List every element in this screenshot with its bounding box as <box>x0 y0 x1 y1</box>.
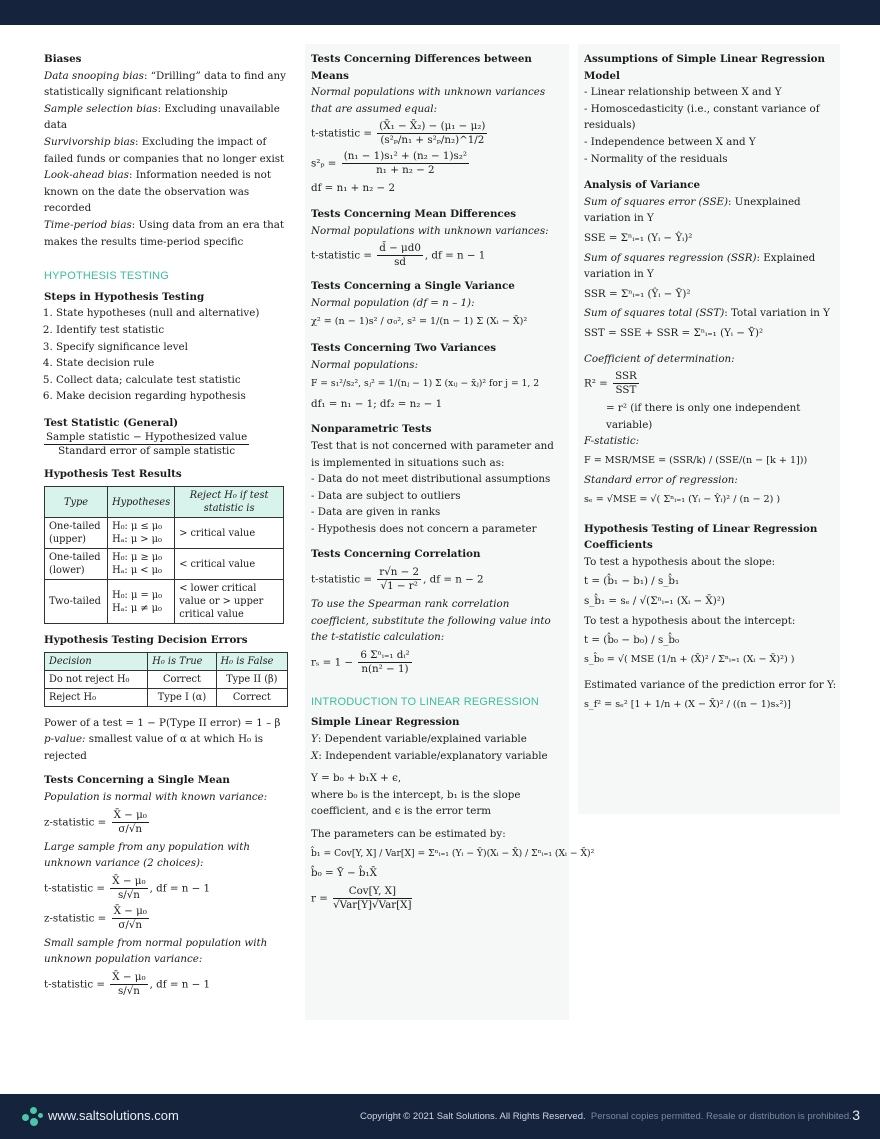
r-formula: r = $\frac{\text{Cov[Y, X]}}{\text{√Var[Y]√Var[X]}}$ <box>311 884 412 911</box>
column-1 <box>36 44 296 1001</box>
table-row: Do not reject H₀ Correct Type II (β) <box>45 670 288 688</box>
prediction-formula: s_f² = sₑ² [1 + 1/n + (X − X̄)² / ((n − 1)sₓ²)] <box>584 699 791 710</box>
assumptions-title: Assumptions of Simple Linear Regression Model <box>584 53 825 82</box>
nonparametric-list <box>311 471 563 537</box>
x-definition: X: Independent variable/explanatory variable <box>311 749 548 762</box>
diff-t-formula: t-statistic = $\frac{\text{(X̄₁ − X̄₂) − (μ₁ − μ₂)}}{\text{(s²ₚ/n₁ + s²ₚ/n₂)\textasciicircum{}1/2}}$ <box>311 120 486 147</box>
r2-note: = r² (if there is only one independent variable) <box>606 402 801 431</box>
bias-item: Data snooping bias: “Drilling” data to find any statistically significant relationship <box>44 69 286 99</box>
errors-table <box>44 652 288 707</box>
list-item: - Data are subject to outliers <box>311 489 461 502</box>
single-mean-note: Population is normal with known variance: <box>44 791 268 804</box>
column-3 <box>578 44 840 814</box>
mean-diff-note: Normal populations with unknown variances: <box>311 224 549 237</box>
slr-title: Simple Linear Regression <box>311 716 460 729</box>
website-link[interactable]: www.saltsolutions.com <box>48 1108 179 1123</box>
errors-title: Hypothesis Testing Decision Errors <box>44 634 248 647</box>
z-statistic-formula: z-statistic = $\frac{\text{X̄ − μ₀}}{\sigma/√n}$ <box>44 808 147 835</box>
biases-title: Biases <box>44 53 82 65</box>
mean-diff-formula: t-statistic = $\frac{d̄ - \mu d0}{sd̄}$ , df = n − 1 <box>311 242 486 269</box>
two-var-note: Normal populations: <box>311 358 419 371</box>
spearman-formula: rₛ = 1 − $\frac{\text{6 Σⁿᵢ₌₁ dᵢ²}}{\text{n(n² − 1)}}$ <box>311 648 410 675</box>
list-item: - Hypothesis does not concern a parameter <box>311 522 537 535</box>
z-statistic-formula: z-statistic = $\frac{\text{X̄ − μ₀}}{\sigma/√n}$ <box>44 904 147 931</box>
table-row: One-tailed (lower) H₀: μ ≥ μ₀ Hₐ: μ < μ₀ < critical value <box>45 549 284 580</box>
steps-title: Steps in Hypothesis Testing <box>44 290 205 303</box>
step-item: 4. State decision rule <box>56 355 296 372</box>
step-item: 2. Identify test statistic <box>56 322 296 339</box>
sse-definition: Sum of squares error (SSE): Unexplained variation in Y <box>584 195 801 225</box>
table-row: Reject H₀ Type I (α) Correct <box>45 688 288 706</box>
se-label: Standard error of regression: <box>584 474 738 487</box>
t-slope-formula: t = (b̂₁ − b₁) / s_b̂₁ <box>584 575 680 588</box>
spearman-note: To use the Spearman rank correlation coefficient, substitute the following value into the t-statistic calculation: <box>311 598 551 644</box>
power-formula: Power of a test = 1 − P(Type II error) = 1 – β <box>44 716 281 729</box>
results-header: Type <box>45 487 108 518</box>
single-var-title: Tests Concerning a Single Variance <box>311 280 515 293</box>
prediction-text: Estimated variance of the prediction error for Y: <box>584 679 837 692</box>
steps-list <box>44 305 296 405</box>
diff-means-title: Tests Concerning Differences between Means <box>311 53 532 82</box>
pooled-variance-formula: s²ₚ = $\frac{\text{(n₁ − 1)s₁² + (n₂ − 1)s₂²}}{\text{n₁ + n₂ − 2}}$ <box>311 150 468 177</box>
ssr-definition: Sum of squares regression (SSR): Explained variation in Y <box>584 251 816 281</box>
bias-item: Time-period bias: Using data from an era that makes the results time-period specific <box>44 218 285 248</box>
ssr-formula: SSR = Σⁿᵢ₌₁ (Ŷᵢ − Ȳ)² <box>584 287 691 300</box>
single-mean-note: Small sample from normal population with unknown population variance: <box>44 936 268 966</box>
table-row: Two-tailed H₀: μ = μ₀ Hₐ: μ ≠ μ₀ < lower critical value or > upper critical value <box>45 580 284 624</box>
list-item: - Independence between X and Y <box>584 135 756 148</box>
t-statistic-formula: t-statistic = $\frac{\text{X̄ − μ₀}}{s/√n}$ , df = n − 1 <box>44 874 211 901</box>
step-item: 3. Specify significance level <box>56 339 296 356</box>
errors-header: H₀ is False <box>216 652 287 670</box>
results-header: Hypotheses <box>108 487 175 518</box>
step-item: 5. Collect data; calculate test statistic <box>56 372 296 389</box>
t-intercept-formula: t = (b̂₀ − b₀) / s_b̂₀ <box>584 634 680 647</box>
nonparametric-title: Nonparametric Tests <box>311 423 432 436</box>
bias-item: Survivorship bias: Excluding the impact of failed funds or companies that no longer exist <box>44 135 285 165</box>
bias-item: Look-ahead bias: Information needed is not known on the date the observation was recorded <box>44 169 271 215</box>
two-var-title: Tests Concerning Two Variances <box>311 341 497 354</box>
errors-header: H₀ is True <box>148 652 216 670</box>
diff-means-note: Normal populations with unknown variances that are assumed equal: <box>311 86 546 115</box>
copyright: Copyright © 2021 Salt Solutions. All Rights Reserved. Personal copies permitted. Resale or distribution is prohibited. <box>360 1111 852 1122</box>
list-item: - Data are given in ranks <box>311 506 441 519</box>
model-where: where b₀ is the intercept, b₁ is the slope coefficient, and ϵ is the error term <box>311 788 521 818</box>
y-definition: Y: Dependent variable/explained variable <box>311 733 527 746</box>
single-mean-note: Large sample from any population with unknown variance (2 choices): <box>44 840 250 870</box>
anova-title: Analysis of Variance <box>584 179 701 192</box>
test-statistic-title: Test Statistic (General) <box>44 416 179 429</box>
bias-item: Sample selection bias: Excluding unavailable data <box>44 102 280 132</box>
single-mean-title: Tests Concerning a Single Mean <box>44 774 230 787</box>
errors-header: Decision <box>45 652 148 670</box>
diff-df: df = n₁ + n₂ − 2 <box>311 182 395 195</box>
f-df: df₁ = n₁ − 1; df₂ = n₂ − 1 <box>311 397 443 410</box>
sst-formula: SST = SSE + SSR = Σⁿᵢ₌₁ (Yᵢ − Ȳ)² <box>584 326 764 339</box>
f-statistic-formula: F = MSR/MSE = (SSR/k) / (SSE/(n − [k + 1])) <box>584 454 808 466</box>
column-2 <box>305 44 595 1020</box>
regression-model: Y = b₀ + b₁X + ϵ, <box>311 772 402 785</box>
salt-logo-icon <box>22 1107 44 1127</box>
list-item: - Normality of the residuals <box>584 152 728 165</box>
f-formula: F = s₁²/s₂², sⱼ² = 1/(nⱼ − 1) Σ (xᵢⱼ − x̄ⱼ)² for j = 1, 2 <box>311 378 540 390</box>
table-row: One-tailed (upper) H₀: μ ≤ μ₀ Hₐ: μ > μ₀ > critical value <box>45 518 284 549</box>
section-heading-hypothesis: HYPOTHESIS TESTING <box>44 270 170 283</box>
s-b1-formula: s_b̂₁ = sₑ / √(Σⁿᵢ₌₁ (Xᵢ − X̄)²) <box>584 595 725 608</box>
cod-label: Coefficient of determination: <box>584 352 735 365</box>
intercept-text: To test a hypothesis about the intercept: <box>584 614 796 627</box>
top-bar <box>0 0 880 25</box>
nonparametric-text: Test that is not concerned with parameter and is implemented in situations such as: <box>311 439 554 469</box>
results-table <box>44 486 284 624</box>
chi-square-formula: χ² = (n − 1)s² / σ₀², s² = 1/(n − 1) Σ (Xᵢ − X̄)² <box>311 316 528 328</box>
fstat-label: F-statistic: <box>584 435 640 448</box>
test-statistic-fraction: $\frac{\text{Sample statistic − Hypothesized value}}{\text{Standard error of sample statistic}}$ <box>46 431 248 458</box>
t-statistic-formula: t-statistic = $\frac{\text{X̄ − μ₀}}{s/√n}$ , df = n − 1 <box>44 971 211 997</box>
results-title: Hypothesis Test Results <box>44 468 182 481</box>
r2-formula: R² = $\frac{\text{SSR}}{\text{SST}}$ <box>584 370 637 397</box>
step-item: 1. State hypotheses (null and alternative) <box>56 305 296 322</box>
page-number: 3 <box>852 1107 860 1123</box>
se-formula: sₑ = √MSE = √( Σⁿᵢ₌₁ (Yᵢ − Ŷᵢ)² / (n − 2) ) <box>584 494 781 506</box>
b1-formula: b̂₁ = Cov[Y, X] / Var[X] = Σⁿᵢ₌₁ (Yᵢ − Ȳ)(Xᵢ − X̄) / Σⁿᵢ₌₁ (Xᵢ − X̄)² <box>311 847 595 859</box>
list-item: - Homoscedasticity (i.e., constant variance of residuals) <box>584 102 820 132</box>
results-header: Reject H₀ if test statistic is <box>175 487 284 518</box>
section-heading-linear-regression: INTRODUCTION TO LINEAR REGRESSION <box>311 695 540 708</box>
hyp-reg-title: Hypothesis Testing of Linear Regression Coefficients <box>584 522 818 552</box>
list-item: - Data do not meet distributional assumptions <box>311 473 551 486</box>
p-value-definition: p-value: smallest value of α at which H₀ is rejected <box>44 733 264 762</box>
mean-diff-title: Tests Concerning Mean Differences <box>311 207 517 220</box>
correlation-title: Tests Concerning Correlation <box>311 548 481 561</box>
biases-list <box>44 68 296 251</box>
assumptions-list <box>584 84 840 167</box>
single-var-note: Normal population (df = n – 1): <box>311 296 475 309</box>
slope-text: To test a hypothesis about the slope: <box>584 555 776 568</box>
correlation-formula: t-statistic = $\frac{r√n - 2}{\text{√1 − r²}}$ , df = n − 2 <box>311 566 484 593</box>
sse-formula: SSE = Σⁿᵢ₌₁ (Yᵢ − Ŷᵢ)² <box>584 231 693 244</box>
b0-formula: b̂₀ = Ȳ − b̂₁X̄ <box>311 867 377 880</box>
footer <box>0 1094 880 1139</box>
estimation-text: The parameters can be estimated by: <box>311 828 506 840</box>
sst-definition: Sum of squares total (SST): Total variation in Y <box>584 307 830 320</box>
step-item: 6. Make decision regarding hypothesis <box>56 388 296 405</box>
s-b0-formula: s_b̂₀ = √( MSE (1/n + (X̄)² / Σⁿᵢ₌₁ (Xᵢ − X̄)²) ) <box>584 653 795 665</box>
list-item: - Linear relationship between X and Y <box>584 86 782 99</box>
